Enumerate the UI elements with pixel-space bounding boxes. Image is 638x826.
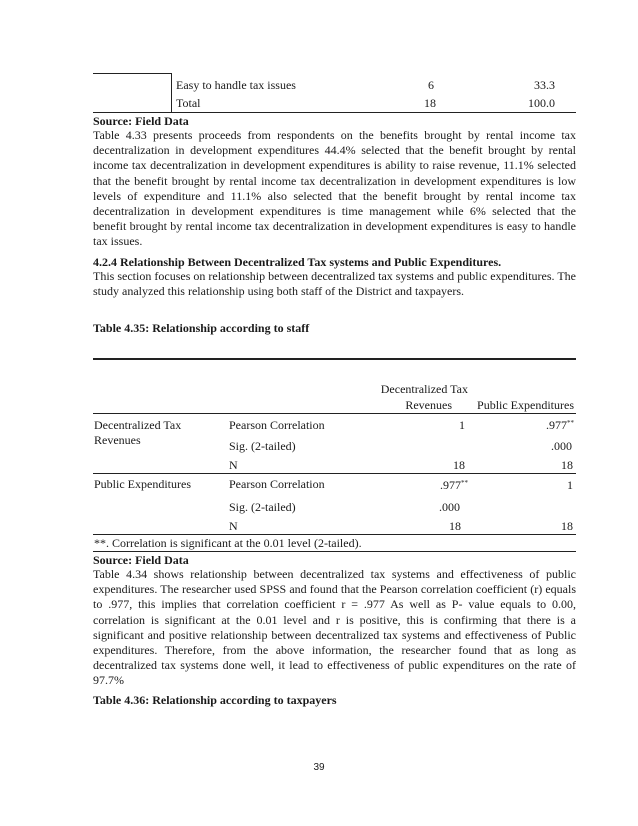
col-header-dtr-line2: Revenues — [405, 398, 452, 412]
stat-label-pearson-2: Pearson Correlation — [229, 477, 325, 491]
paragraph-table-4-34: Table 4.34 shows relationship between decentralized tax systems and effectiveness of public expenditures. The researcher used SPSS and found that the Pearson correlation coefficient (r) equals to .977, this implies that correlation coefficient r = .977 As well as P- value equals to 0.00, correlation is significant at the 0.01 level and r is positive, this is confirming that there is a significant and positive relationship between decentralized tax systems and effectiveness of Public expenditures. Therefore, from the above information, the researcher found that as long as decentralized tax systems done well, it lead to effectiveness of public expenditures on the rate of 97.7% — [93, 567, 576, 688]
stat-label-n: N — [229, 458, 238, 472]
top-table-short-rule — [93, 73, 172, 74]
top-table-row-label: Easy to handle tax issues — [176, 78, 296, 92]
stat-label-sig-2: Sig. (2-tailed) — [229, 500, 296, 514]
r2-pearson-pe: 1 — [567, 478, 573, 492]
table-4-35-caption: Table 4.35: Relationship according to staff — [93, 321, 310, 335]
col-header-dtr-line1: Decentralized Tax — [380, 382, 468, 396]
table-4-36-caption: Table 4.36: Relationship according to taxpayers — [93, 693, 337, 707]
top-table-row-frequency: 6 — [428, 78, 434, 92]
stat-label-sig: Sig. (2-tailed) — [229, 439, 296, 453]
section-heading: 4.2.4 Relationship Between Decentralized Tax systems and Public Expenditures. — [93, 255, 502, 269]
r2-n-dtr: 18 — [449, 519, 461, 533]
r2-pearson-dtr — [380, 477, 468, 493]
top-table-row-percent: 33.3 — [534, 78, 555, 92]
paragraph-section-intro: This section focuses on relationship between decentralized tax systems and public expenditures. The study analyzed this relationship using both staff of the District and taxpayers. — [93, 269, 576, 299]
top-table-total-frequency: 18 — [424, 96, 436, 110]
r2-n-pe: 18 — [561, 519, 573, 533]
source-label-2: Source: Field Data — [93, 553, 189, 567]
top-table-total-label: Total — [176, 96, 201, 110]
r1-pearson-pe-value: .977 — [546, 418, 567, 432]
r1-n-dtr: 18 — [453, 458, 465, 472]
stat-label-pearson: Pearson Correlation — [229, 418, 325, 432]
table-4-35-mid-rule — [93, 473, 576, 474]
r1-sig-pe: .000 — [551, 439, 572, 453]
table-4-35-header-rule — [93, 413, 576, 414]
source-label: Source: Field Data — [93, 114, 189, 128]
col-header-public-expenditures: Public Expenditures — [477, 398, 574, 412]
significance-marker-2: ** — [461, 479, 468, 487]
significance-marker: ** — [567, 419, 574, 427]
paragraph-table-4-33: Table 4.33 presents proceeds from respondents on the benefits brought by rental income tax decentralization in development expenditures 44.4% selected that the benefit brought by rental income tax decentralization in development expenditures is ability to raise revenue, 11.1% selected that the benefit brought by rental income tax decentralization in development expenditures is low levels of expenditure and 11.1% also selected that the benefit brought by rental income tax decentralization in development expenditures is time management while 6% selected that the benefit brought by rental income tax decentralization in development expenditures is easy to handle tax issues. — [93, 128, 576, 249]
top-table-column-rule — [171, 73, 172, 113]
r2-pearson-dtr-value: .977 — [440, 478, 461, 492]
r1-pearson-dtr: 1 — [459, 418, 465, 432]
stat-label-n-2: N — [229, 519, 238, 533]
row-label-dtr-line2: Revenues — [94, 433, 141, 447]
row-label-public-expenditures: Public Expenditures — [94, 477, 191, 491]
r2-sig-dtr: .000 — [439, 500, 460, 514]
table-footnote: **. Correlation is significant at the 0.01 level (2-tailed). — [94, 536, 362, 550]
top-table-total-percent: 100.0 — [528, 96, 555, 110]
table-4-35-top-rule — [93, 358, 576, 360]
r1-pearson-pe — [480, 417, 574, 433]
page-number: 39 — [313, 762, 325, 773]
r1-n-pe: 18 — [561, 458, 573, 472]
row-label-dtr-line1: Decentralized Tax — [94, 418, 182, 432]
